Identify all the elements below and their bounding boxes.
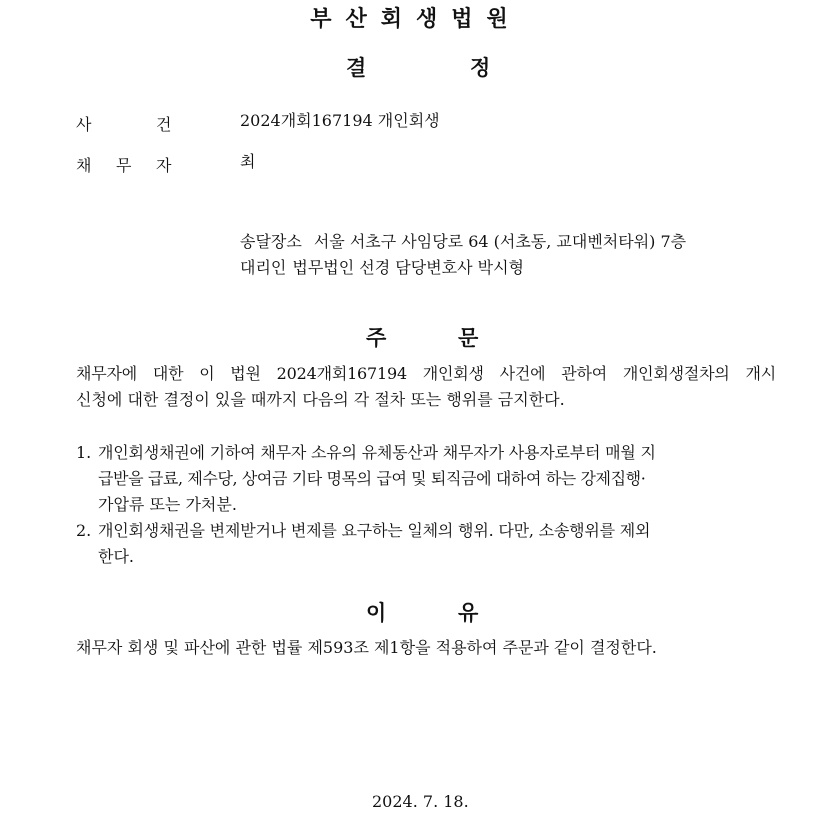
court-name: 부산회생법원 bbox=[310, 7, 522, 32]
order-text bbox=[76, 361, 776, 413]
item-text bbox=[98, 440, 776, 518]
case-label-char-2: 건 bbox=[156, 115, 172, 134]
item-text bbox=[98, 518, 776, 570]
item-line: 한다. bbox=[98, 547, 134, 566]
debtor-label-char-2: 무 bbox=[116, 156, 132, 175]
debtor-name: 최 bbox=[240, 152, 256, 171]
item-line: 개인회생채권을 변제받거나 변제를 요구하는 일체의 행위. 다만, 소송행위를 제외 bbox=[98, 521, 651, 540]
item-line: 급받을 급료, 제수당, 상여금 기타 명목의 급여 및 퇴직금에 대하여 하는 강제집행· bbox=[98, 469, 646, 488]
decision-title-char-2: 정 bbox=[470, 56, 491, 80]
order-text-line-1: 채무자에 대한 이 법원 2024개회167194 개인회생 사건에 관하여 개인회생절차의 개시 bbox=[76, 364, 776, 383]
service-address: 서울 서초구 사임당로 64 (서초동, 교대벤처타워) 7층 bbox=[313, 232, 687, 251]
list-item bbox=[76, 518, 776, 570]
decision-date: 2024. 7. 18. bbox=[372, 792, 469, 811]
agent-line bbox=[240, 255, 524, 281]
decision-title-char-1: 결 bbox=[346, 56, 367, 80]
reason-title-char-1: 이 bbox=[366, 601, 387, 625]
reason-text: 채무자 회생 및 파산에 관한 법률 제593조 제1항을 적용하여 주문과 같이 결정한다. bbox=[76, 638, 657, 657]
prohibition-list bbox=[76, 440, 776, 570]
service-address-label: 송달장소 bbox=[240, 232, 302, 251]
item-number: 1. bbox=[76, 443, 92, 462]
case-number: 2024개회167194 개인회생 bbox=[240, 111, 440, 130]
reason-title-char-2: 유 bbox=[458, 601, 479, 625]
list-item bbox=[76, 440, 776, 512]
item-line: 가압류 또는 가처분. bbox=[98, 495, 237, 514]
agent-name: 법무법인 선경 담당변호사 박시형 bbox=[292, 258, 525, 277]
service-address-line bbox=[240, 229, 686, 255]
agent-label: 대리인 bbox=[240, 258, 287, 277]
order-title-char-1: 주 bbox=[366, 326, 387, 350]
case-label-char-1: 사 bbox=[76, 115, 92, 134]
debtor-label-char-1: 채 bbox=[76, 156, 92, 175]
item-line: 개인회생채권에 기하여 채무자 소유의 유체동산과 채무자가 사용자로부터 매월 지 bbox=[98, 443, 656, 462]
debtor-label-char-3: 자 bbox=[156, 156, 172, 175]
item-number: 2. bbox=[76, 521, 92, 540]
order-title-char-2: 문 bbox=[458, 326, 479, 350]
order-text-line-2: 신청에 대한 결정이 있을 때까지 다음의 각 절차 또는 행위를 금지한다. bbox=[76, 390, 565, 409]
